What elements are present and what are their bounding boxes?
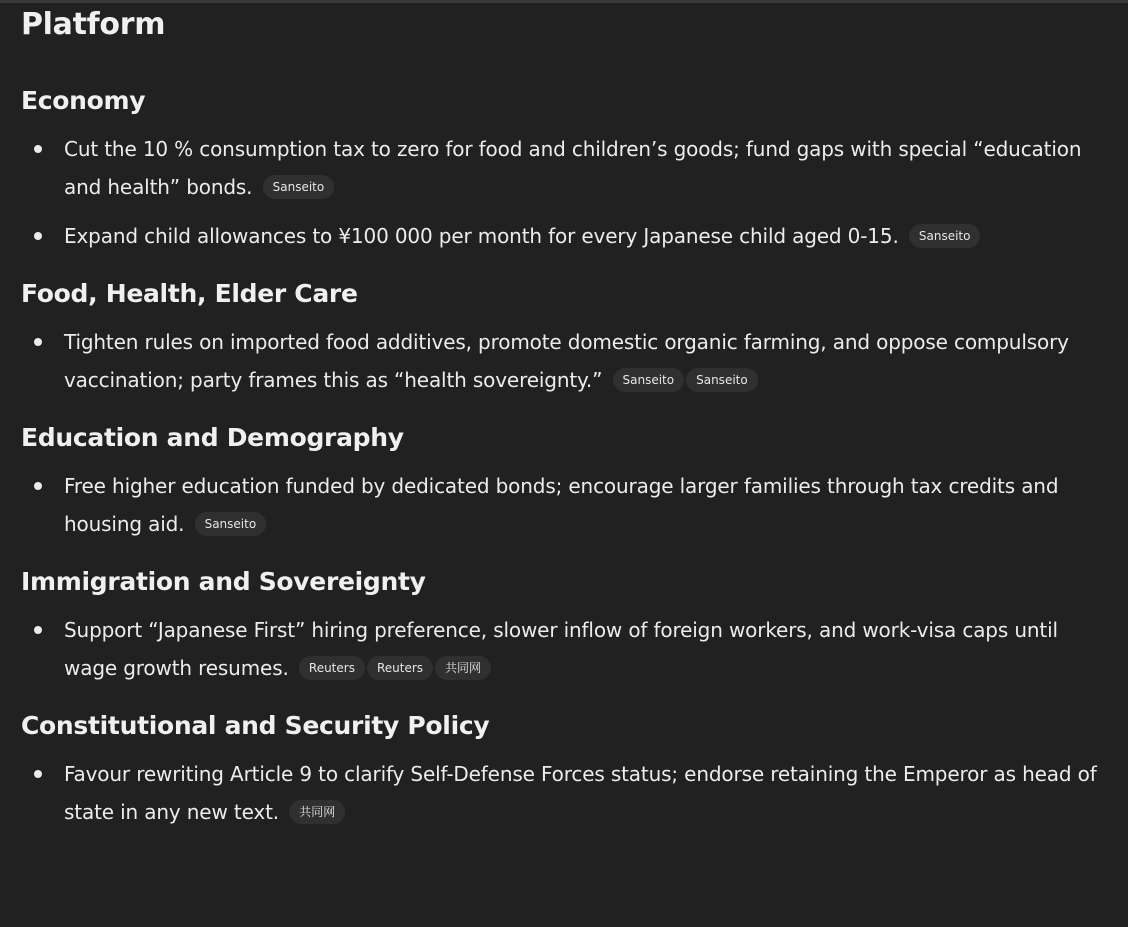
source-citation-chip[interactable]: Reuters <box>299 656 365 680</box>
list-item <box>21 217 1111 255</box>
bullet-list <box>21 130 1111 255</box>
section-heading: Immigration and Sovereignty <box>21 567 426 596</box>
page-title: Platform <box>21 7 166 42</box>
section-education <box>21 421 1111 543</box>
list-item <box>21 755 1111 831</box>
list-item-text: Cut the 10 % consumption tax to zero for food and children’s goods; fund gaps with special “education and health” bonds. <box>64 137 1082 199</box>
bullet-list <box>21 323 1111 399</box>
list-item-text: Tighten rules on imported food additives, promote domestic organic farming, and oppose compulsory vaccination; party frames this as “health sovereignty.” <box>64 330 1069 392</box>
source-citation-chip[interactable]: Sanseito <box>686 368 758 392</box>
list-item-text: Expand child allowances to ¥100 000 per month for every Japanese child aged 0-15. <box>64 224 899 248</box>
section-heading: Education and Demography <box>21 423 404 452</box>
source-citation-chip[interactable]: Sanseito <box>263 175 335 199</box>
list-item <box>21 323 1111 399</box>
section-immigration <box>21 565 1111 687</box>
section-heading: Constitutional and Security Policy <box>21 711 490 740</box>
bullet-list <box>21 467 1111 543</box>
list-item <box>21 467 1111 543</box>
list-item-text: Favour rewriting Article 9 to clarify Self-Defense Forces status; endorse retaining the Emperor as head of state in any new text. <box>64 762 1097 824</box>
document-content <box>21 4 1111 853</box>
top-divider <box>0 0 1128 3</box>
bullet-list <box>21 755 1111 831</box>
list-item <box>21 611 1111 687</box>
section-heading: Food, Health, Elder Care <box>21 279 358 308</box>
source-citation-chip[interactable]: Sanseito <box>195 512 267 536</box>
source-citation-chip[interactable]: Sanseito <box>909 224 981 248</box>
section-food-health <box>21 277 1111 399</box>
list-item-text: Free higher education funded by dedicated bonds; encourage larger families through tax credits and housing aid. <box>64 474 1059 536</box>
bullet-list <box>21 611 1111 687</box>
source-citation-chip[interactable]: 共同网 <box>289 800 345 824</box>
list-item <box>21 130 1111 206</box>
list-item-text: Support “Japanese First” hiring preference, slower inflow of foreign workers, and work-visa caps until wage growth resumes. <box>64 618 1058 680</box>
source-citation-chip[interactable]: Sanseito <box>613 368 685 392</box>
source-citation-chip[interactable]: 共同网 <box>435 656 491 680</box>
source-citation-chip[interactable]: Reuters <box>367 656 433 680</box>
section-economy <box>21 84 1111 255</box>
section-constitutional <box>21 709 1111 831</box>
section-heading: Economy <box>21 86 146 115</box>
